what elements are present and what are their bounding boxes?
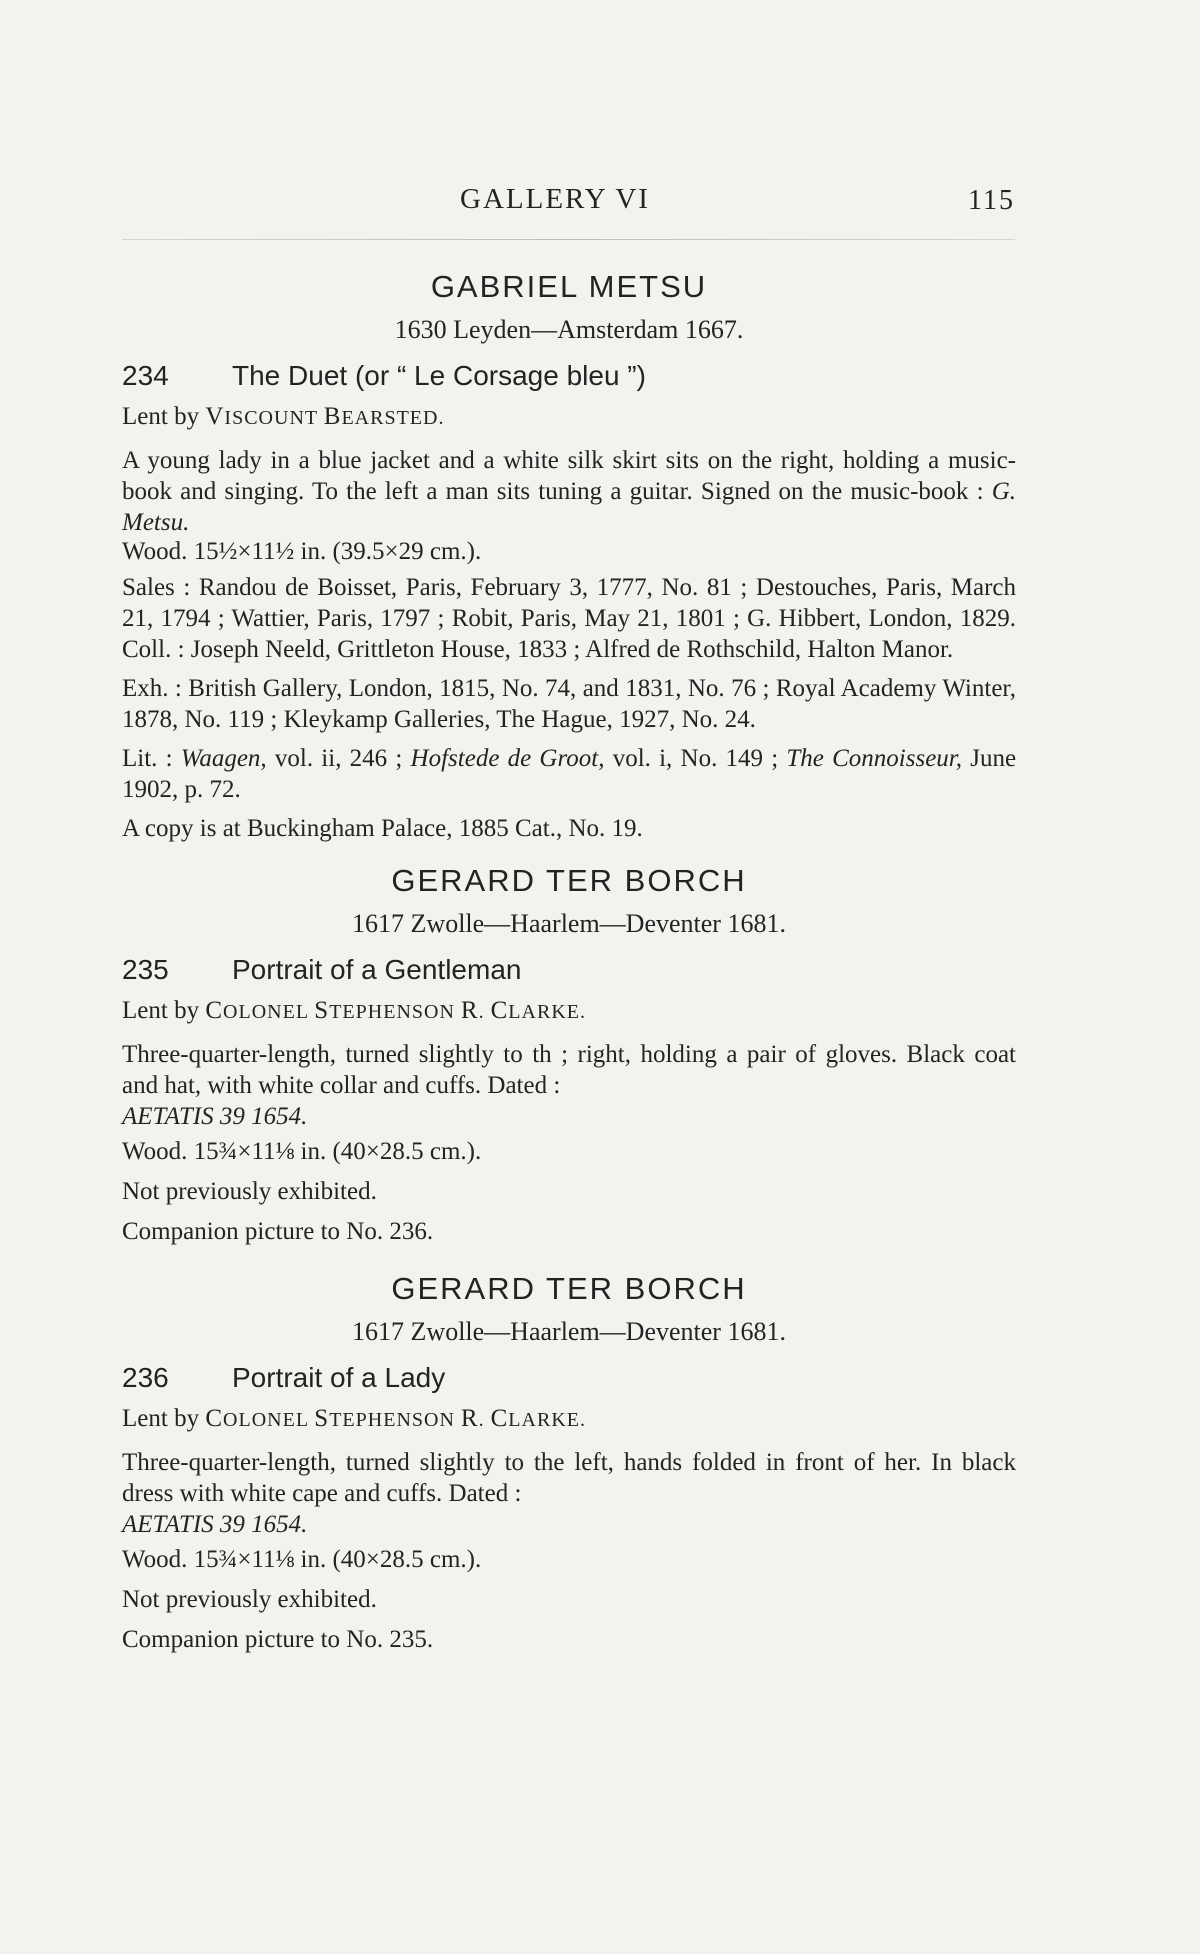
artist-name: GERARD TER BORCH xyxy=(391,1271,747,1306)
literature-label: Lit. : xyxy=(122,745,173,772)
signature-text: G. Metsu. xyxy=(122,478,1016,536)
painting-title: The Duet (or “ Le Corsage bleu ”) xyxy=(232,360,646,391)
entry-number: 234 xyxy=(122,360,169,391)
catalogue-entry-235 xyxy=(122,856,1016,1252)
exhibition-status: Not previously exhibited. xyxy=(122,1586,377,1613)
painting-description xyxy=(122,445,1016,538)
lender-name: COLONEL STEPHENSON R. CLARKE. xyxy=(205,997,586,1024)
lender-name: COLONEL STEPHENSON R. CLARKE. xyxy=(205,1405,586,1432)
exhibition-status: Not previously exhibited. xyxy=(122,1178,377,1205)
inscription-text: AETATIS 39 1654. xyxy=(122,1511,308,1538)
painting-title: Portrait of a Gentleman xyxy=(232,954,522,985)
header-rule xyxy=(122,239,1015,240)
catalogue-entry-236 xyxy=(122,1264,1016,1660)
lender-name: VISCOUNT BEARSTED. xyxy=(205,403,445,430)
literature-author: Hofstede de Groot, xyxy=(410,745,605,772)
literature-reference: vol. ii, 246 ; xyxy=(274,745,403,772)
literature-reference: vol. i, No. 149 ; xyxy=(612,745,779,772)
entry-number: 235 xyxy=(122,954,169,985)
artist-name: GERARD TER BORCH xyxy=(391,863,747,898)
medium-dimensions: Wood. 15½×11½ in. (39.5×29 cm.). xyxy=(122,538,482,565)
catalogue-content xyxy=(122,262,1016,1660)
lent-by-label: Lent by xyxy=(122,1405,200,1432)
gallery-title: GALLERY VI xyxy=(460,183,650,215)
description-text: Three-quarter-length, turned slightly to the left, hands folded in front of her. In black dress with white cape and cuffs. Dated : xyxy=(122,1449,1016,1507)
painting-description xyxy=(122,1039,1016,1132)
entry-heading xyxy=(122,354,1016,398)
lent-by-label: Lent by xyxy=(122,403,200,430)
page-number: 115 xyxy=(968,185,1015,216)
lender-line xyxy=(122,994,1016,1029)
companion-note: Companion picture to No. 236. xyxy=(122,1218,434,1245)
literature xyxy=(122,743,1016,805)
painting-title: Portrait of a Lady xyxy=(232,1362,446,1393)
literature-reference: June 1902, p. 72. xyxy=(122,745,1017,803)
description-text: A young lady in a blue jacket and a white silk skirt sits on the right, holding a music-book and singing. To the left a man sits tuning a guitar. Signed on the music-book : xyxy=(122,447,1016,505)
medium-dimensions: Wood. 15¾×11⅛ in. (40×28.5 cm.). xyxy=(122,1546,482,1573)
literature-journal: The Connoisseur, xyxy=(786,745,962,772)
inscription-text: AETATIS 39 1654. xyxy=(122,1103,308,1130)
copy-note: A copy is at Buckingham Palace, 1885 Cat., No. 19. xyxy=(122,815,643,842)
artist-name: GABRIEL METSU xyxy=(430,269,708,304)
lender-line xyxy=(122,400,1016,435)
catalogue-entry-234 xyxy=(122,262,1016,844)
description-text: Three-quarter-length, turned slightly to th ; right, holding a pair of gloves. Black coat and hat, with white collar and cuffs. Dated : xyxy=(122,1041,1016,1099)
companion-note: Companion picture to No. 235. xyxy=(122,1626,434,1653)
lender-line xyxy=(122,1402,1016,1437)
medium-dimensions: Wood. 15¾×11⅛ in. (40×28.5 cm.). xyxy=(122,1138,482,1165)
artist-dates: 1617 Zwolle—Haarlem—Deventer 1681. xyxy=(352,909,786,938)
entry-heading xyxy=(122,1356,1016,1400)
sales-provenance: Sales : Randou de Boisset, Paris, February 3, 1777, No. 81 ; Destouches, Paris, March 21, 1794 ; Wattier, Paris, 1797 ; Robit, Paris, May 21, 1801 ; G. Hibbert, London, 1829. Coll. : Joseph Neeld, Grittleton House, 1833 ; Alfred de Rothschild, Halton Manor. xyxy=(122,574,1016,663)
entry-heading xyxy=(122,948,1016,992)
literature-author: Waagen, xyxy=(180,745,267,772)
exhibitions: Exh. : British Gallery, London, 1815, No. 74, and 1831, No. 76 ; Royal Academy Winter, 1878, No. 119 ; Kleykamp Galleries, The Hague, 1927, No. 24. xyxy=(122,675,1016,733)
entry-number: 236 xyxy=(122,1362,169,1393)
running-head xyxy=(120,183,1015,223)
lent-by-label: Lent by xyxy=(122,997,200,1024)
artist-dates: 1617 Zwolle—Haarlem—Deventer 1681. xyxy=(352,1317,786,1346)
painting-description xyxy=(122,1447,1016,1540)
artist-dates: 1630 Leyden—Amsterdam 1667. xyxy=(394,315,744,344)
